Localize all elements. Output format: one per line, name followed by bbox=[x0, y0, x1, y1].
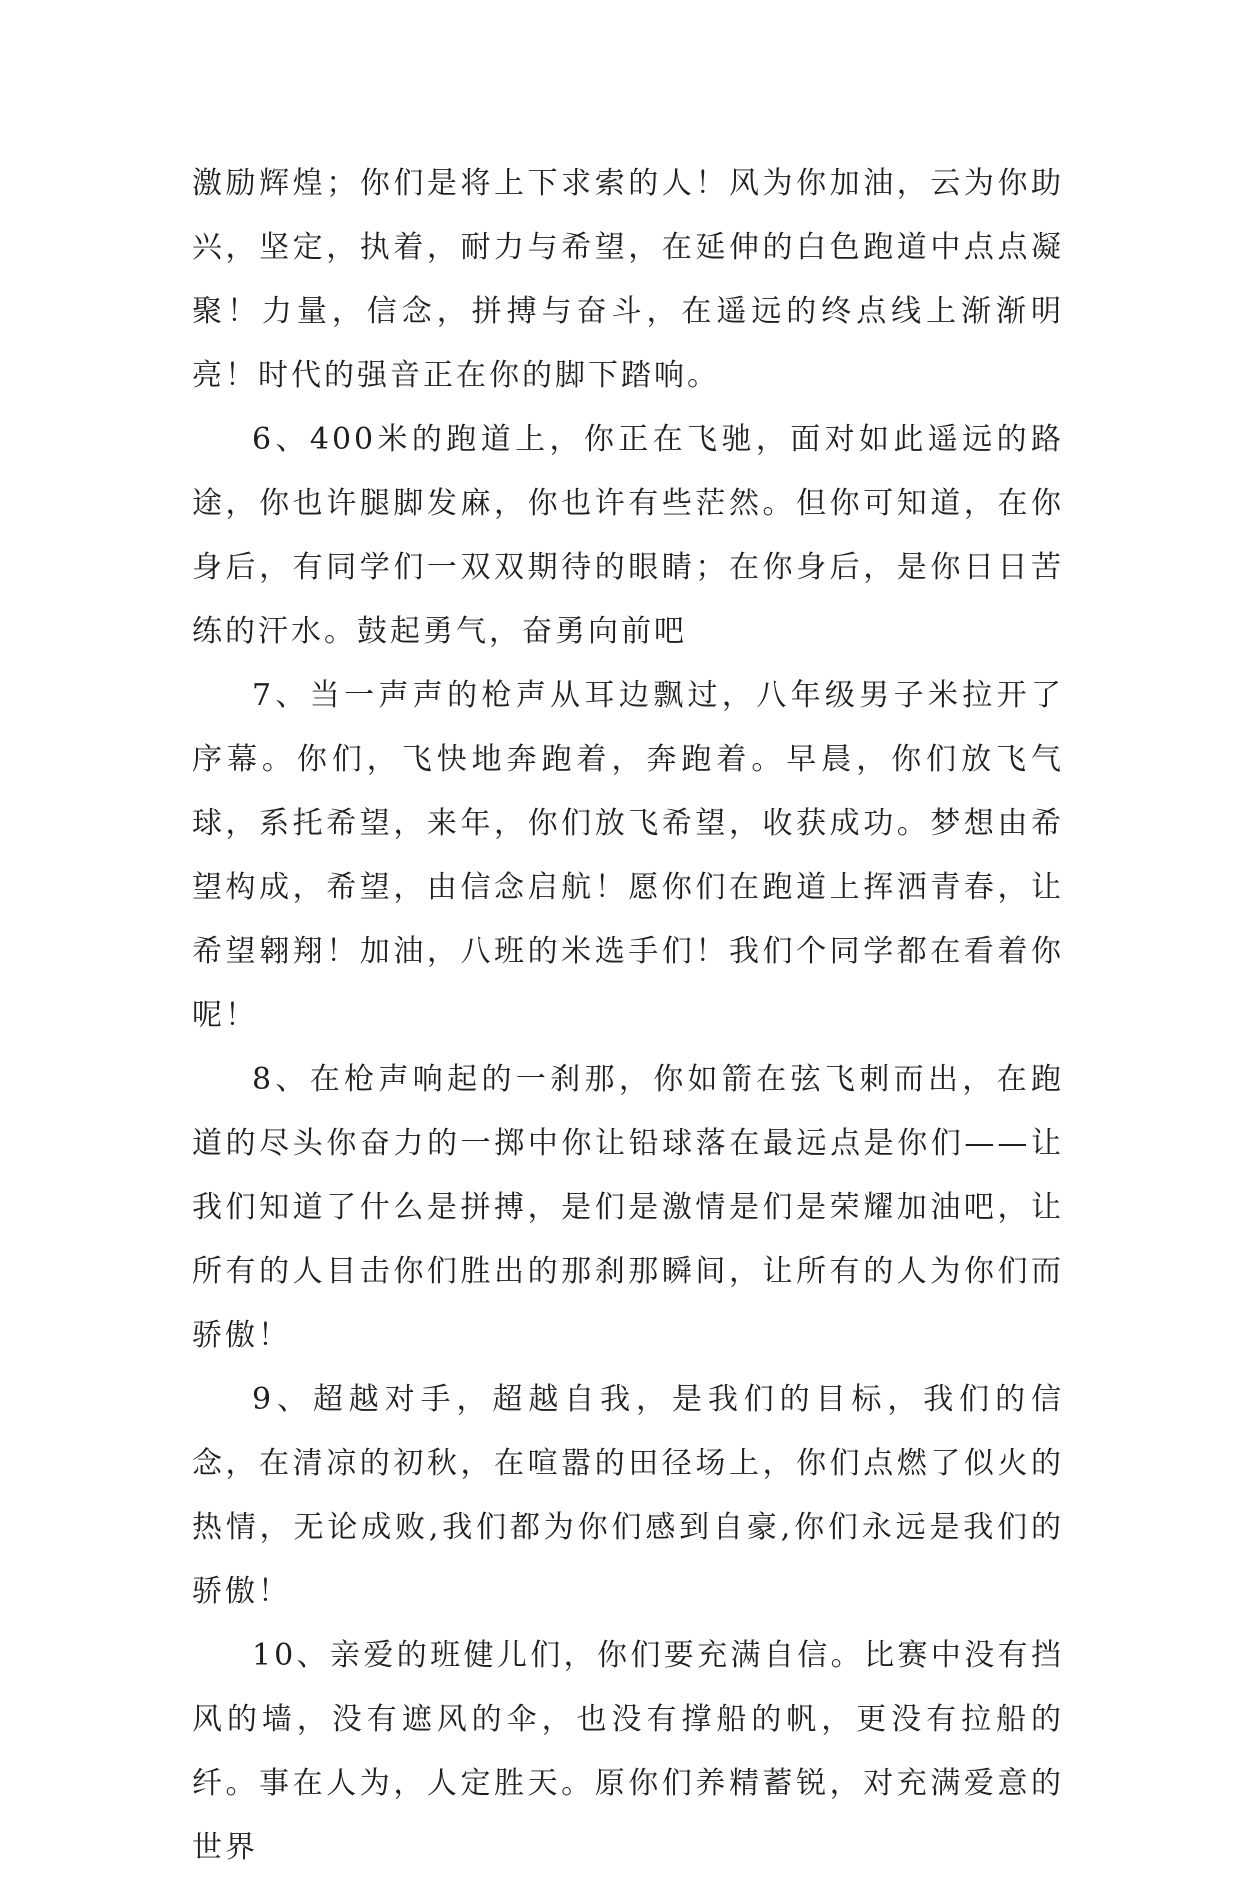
paragraph-continuation: 激励辉煌；你们是将上下求索的人！风为你加油，云为你助兴，坚定，执着，耐力与希望，在延伸的白色跑道中点点凝聚！力量，信念，拼搏与奋斗，在遥远的终点线上渐渐明亮！时代的强音正在你的脚下踏响。 bbox=[192, 166, 1064, 393]
paragraph-item-10: 10、亲爱的班健儿们，你们要充满自信。比赛中没有挡风的墙，没有遮风的伞，也没有撑船的帆，更没有拉船的纤。事在人为，人定胜天。原你们养精蓄锐，对充满爱意的世界 bbox=[192, 1638, 1064, 1865]
paragraph-item-8: 8、在枪声响起的一刹那，你如箭在弦飞刺而出，在跑道的尽头你奋力的一掷中你让铅球落在最远点是你们——让我们知道了什么是拼搏，是们是激情是们是荣耀加油吧，让所有的人目击你们胜出的那刹那瞬间，让所有的人为你们而骄傲！ bbox=[192, 1062, 1064, 1353]
paragraph-item-6: 6、400米的跑道上，你正在飞驰，面对如此遥远的路途，你也许腿脚发麻，你也许有些茫然。但你可知道，在你身后，有同学们一双双期待的眼睛；在你身后，是你日日苦练的汗水。鼓起勇气，奋勇向前吧 bbox=[192, 422, 1064, 649]
document-body bbox=[192, 152, 1064, 1880]
paragraph-item-9: 9、超越对手，超越自我，是我们的目标，我们的信念，在清凉的初秋，在喧嚣的田径场上，你们点燃了似火的热情，无论成败,我们都为你们感到自豪,你们永远是我们的骄傲！ bbox=[192, 1382, 1064, 1609]
paragraph-item-7: 7、当一声声的枪声从耳边飘过，八年级男子米拉开了序幕。你们，飞快地奔跑着，奔跑着。早晨，你们放飞气球，系托希望，来年，你们放飞希望，收获成功。梦想由希望构成，希望，由信念启航！愿你们在跑道上挥洒青春，让希望翱翔！加油，八班的米选手们！我们个同学都在看着你呢！ bbox=[192, 678, 1064, 1033]
